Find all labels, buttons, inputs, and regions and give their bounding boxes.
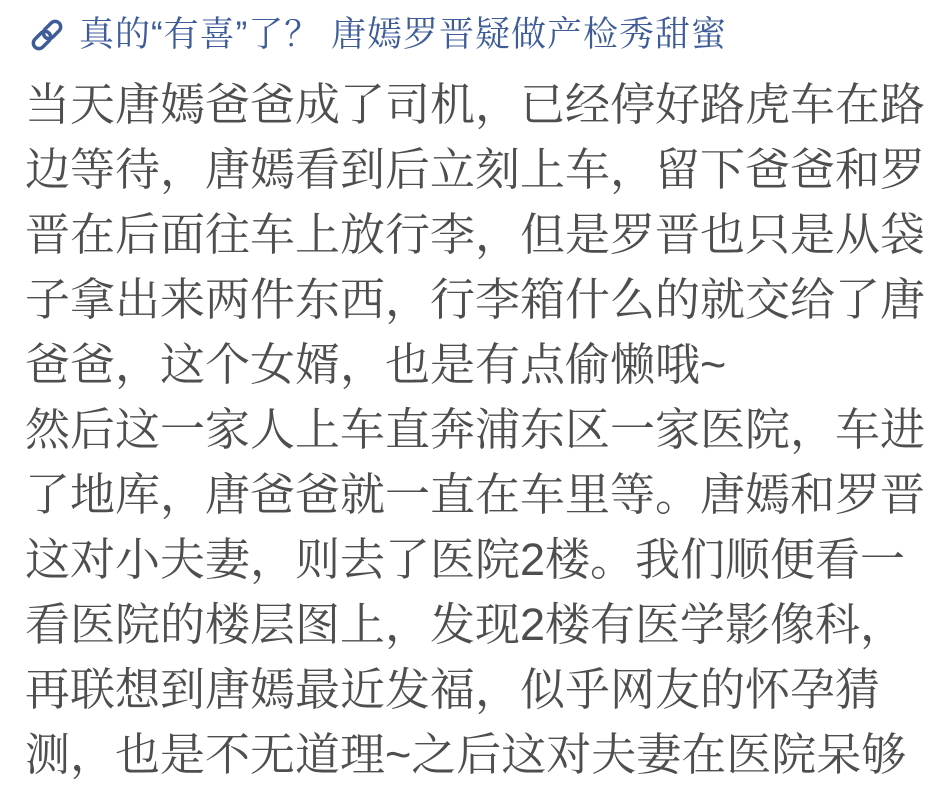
- text-line: 这对小夫妻，则去了医院2楼。我们顺便看一: [25, 533, 906, 585]
- article-title-link[interactable]: 真的“有喜”了？ 唐嫣罗晋疑做产检秀甜蜜: [79, 15, 728, 54]
- text-line: 然后这一家人上车直奔浦东区一家医院，车进: [25, 403, 926, 455]
- article-body: [25, 72, 925, 787]
- text-line: 当天唐嫣爸爸成了司机，已经停好路虎车在路: [25, 78, 926, 130]
- link-icon[interactable]: [28, 16, 66, 54]
- article-title-row: [25, 12, 925, 58]
- text-line: 再联想到唐嫣最近发福，似乎网友的怀孕猜: [25, 663, 881, 715]
- text-line: 边等待，唐嫣看到后立刻上车，留下爸爸和罗: [25, 143, 926, 195]
- text-line: 爸爸，这个女婿，也是有点偷懒哦~: [25, 338, 727, 390]
- text-line: 子拿出来两件东西，行李箱什么的就交给了唐: [25, 273, 926, 325]
- text-line: 了地库，唐爸爸就一直在车里等。唐嫣和罗晋: [25, 468, 926, 520]
- text-line: 测，也是不无道理~之后这对夫妻在医院呆够: [25, 728, 907, 780]
- text-line: 看医院的楼层图上，发现2楼有医学影像科，: [25, 598, 906, 650]
- text-line: 晋在后面往车上放行李，但是罗晋也只是从袋: [25, 208, 926, 260]
